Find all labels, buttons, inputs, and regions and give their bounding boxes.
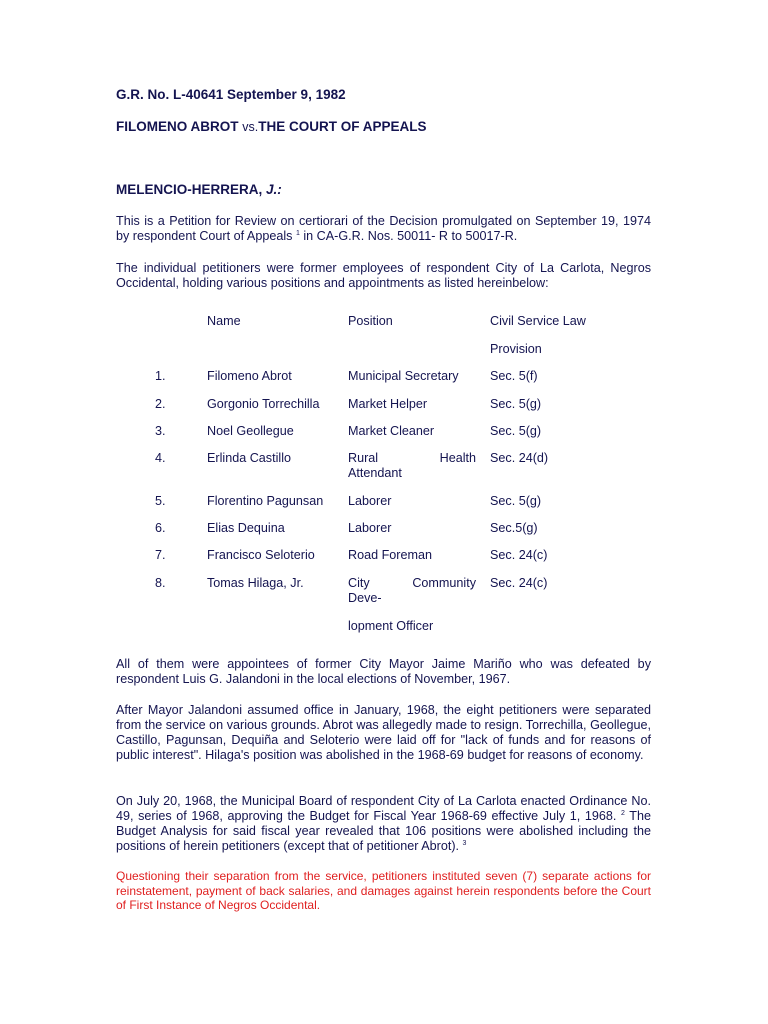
row-3-number: 3. [155, 424, 166, 438]
paragraph-1 [116, 214, 651, 244]
case-title [116, 119, 427, 134]
header-name: Name [207, 314, 241, 328]
row-2-law: Sec. 5(g) [490, 397, 542, 411]
row-8-law: Sec. 24(c) [490, 576, 548, 590]
row-8-position-cont-2: lopment Officer [348, 619, 434, 633]
row-1-name: Filomeno Abrot [207, 369, 292, 383]
paragraph-5 [116, 794, 651, 854]
row-4-position: Rural Health [348, 451, 476, 465]
row-2-position: Market Helper [348, 397, 428, 411]
petitioner-name: FILOMENO ABROT [116, 119, 239, 134]
paragraph-1-text-cont: in CA-G.R. Nos. 50011- R to 50017-R. [299, 229, 518, 243]
paragraph-4: After Mayor Jalandoni assumed office in January, 1968, the eight petitioners were separated from the service on various grounds. Abrot was allegedly made to resign. Torrechilla, Geollegue, Castillo, Pagunsan, Dequiña and Seloterio were laid off for "lack of funds and for reasons of public interest". Hilaga's position was abolished in the 1968-69 budget for reasons of economy. [116, 703, 651, 762]
row-7-number: 7. [155, 548, 166, 562]
paragraph-5-text-cont: The Budget Analysis for said fiscal year revealed that 106 positions were abolished including the positions of herein petitioners (except that of petitioner Abrot). [116, 809, 651, 853]
header-law: Civil Service Law [490, 314, 586, 328]
row-4-law: Sec. 24(d) [490, 451, 549, 465]
row-6-law: Sec.5(g) [490, 521, 538, 535]
row-5-number: 5. [155, 494, 166, 508]
row-8-name: Tomas Hilaga, Jr. [207, 576, 304, 590]
row-2-name: Gorgonio Torrechilla [207, 397, 320, 411]
row-4-name: Erlinda Castillo [207, 451, 291, 465]
footnote-ref-2[interactable]: 2 [621, 809, 625, 817]
respondent-name: THE COURT OF APPEALS [258, 119, 427, 134]
ponente [116, 182, 282, 197]
ponente-name: MELENCIO-HERRERA, [116, 182, 263, 197]
versus-label: vs. [242, 120, 259, 134]
row-5-name: Florentino Pagunsan [207, 494, 324, 508]
row-2-number: 2. [155, 397, 166, 411]
paragraph-1-text: This is a Petition for Review on certiorari of the Decision promulgated on September 19, 1974 by respondent Court of Appeals [116, 214, 651, 243]
footnote-ref-3[interactable]: 3 [462, 839, 467, 847]
row-4-number: 4. [155, 451, 166, 465]
footnote-ref-1[interactable]: 1 [295, 229, 300, 237]
row-6-name: Elias Dequina [207, 521, 285, 535]
row-3-position: Market Cleaner [348, 424, 435, 438]
row-6-position: Laborer [348, 521, 392, 535]
row-3-law: Sec. 5(g) [490, 424, 542, 438]
paragraph-2: The individual petitioners were former employees of respondent City of La Carlota, Negros Occidental, holding various positions and appointments as listed hereinbelow: [116, 261, 651, 290]
row-8-position-cont: Deve- [348, 591, 382, 605]
header-position: Position [348, 314, 393, 328]
row-1-position: Municipal Secretary [348, 369, 459, 383]
paragraph-5-text: On July 20, 1968, the Municipal Board of respondent City of La Carlota enacted Ordinance No. 49, series of 1968, approving the Budget for Fiscal Year 1968-69 effective July 1, 1968. [116, 794, 651, 823]
row-6-number: 6. [155, 521, 166, 535]
header-law-cont: Provision [490, 342, 542, 356]
case-number: G.R. No. L-40641 September 9, 1982 [116, 87, 346, 102]
row-7-name: Francisco Seloterio [207, 548, 315, 562]
row-1-number: 1. [155, 369, 166, 383]
row-1-law: Sec. 5(f) [490, 369, 538, 383]
paragraph-6: Questioning their separation from the service, petitioners instituted seven (7) separate actions for reinstatement, payment of back salaries, and damages against herein respondents before the Court of First Instance of Negros Occidental. [116, 869, 651, 912]
row-3-name: Noel Geollegue [207, 424, 294, 438]
ponente-title: J.: [266, 182, 282, 197]
row-7-law: Sec. 24(c) [490, 548, 548, 562]
row-8-position: City Community [348, 576, 476, 590]
row-5-law: Sec. 5(g) [490, 494, 542, 508]
row-4-position-cont: Attendant [348, 466, 402, 480]
row-5-position: Laborer [348, 494, 392, 508]
paragraph-3: All of them were appointees of former City Mayor Jaime Mariño who was defeated by respondent Luis G. Jalandoni in the local elections of November, 1967. [116, 657, 651, 686]
row-8-number: 8. [155, 576, 166, 590]
row-7-position: Road Foreman [348, 548, 432, 562]
